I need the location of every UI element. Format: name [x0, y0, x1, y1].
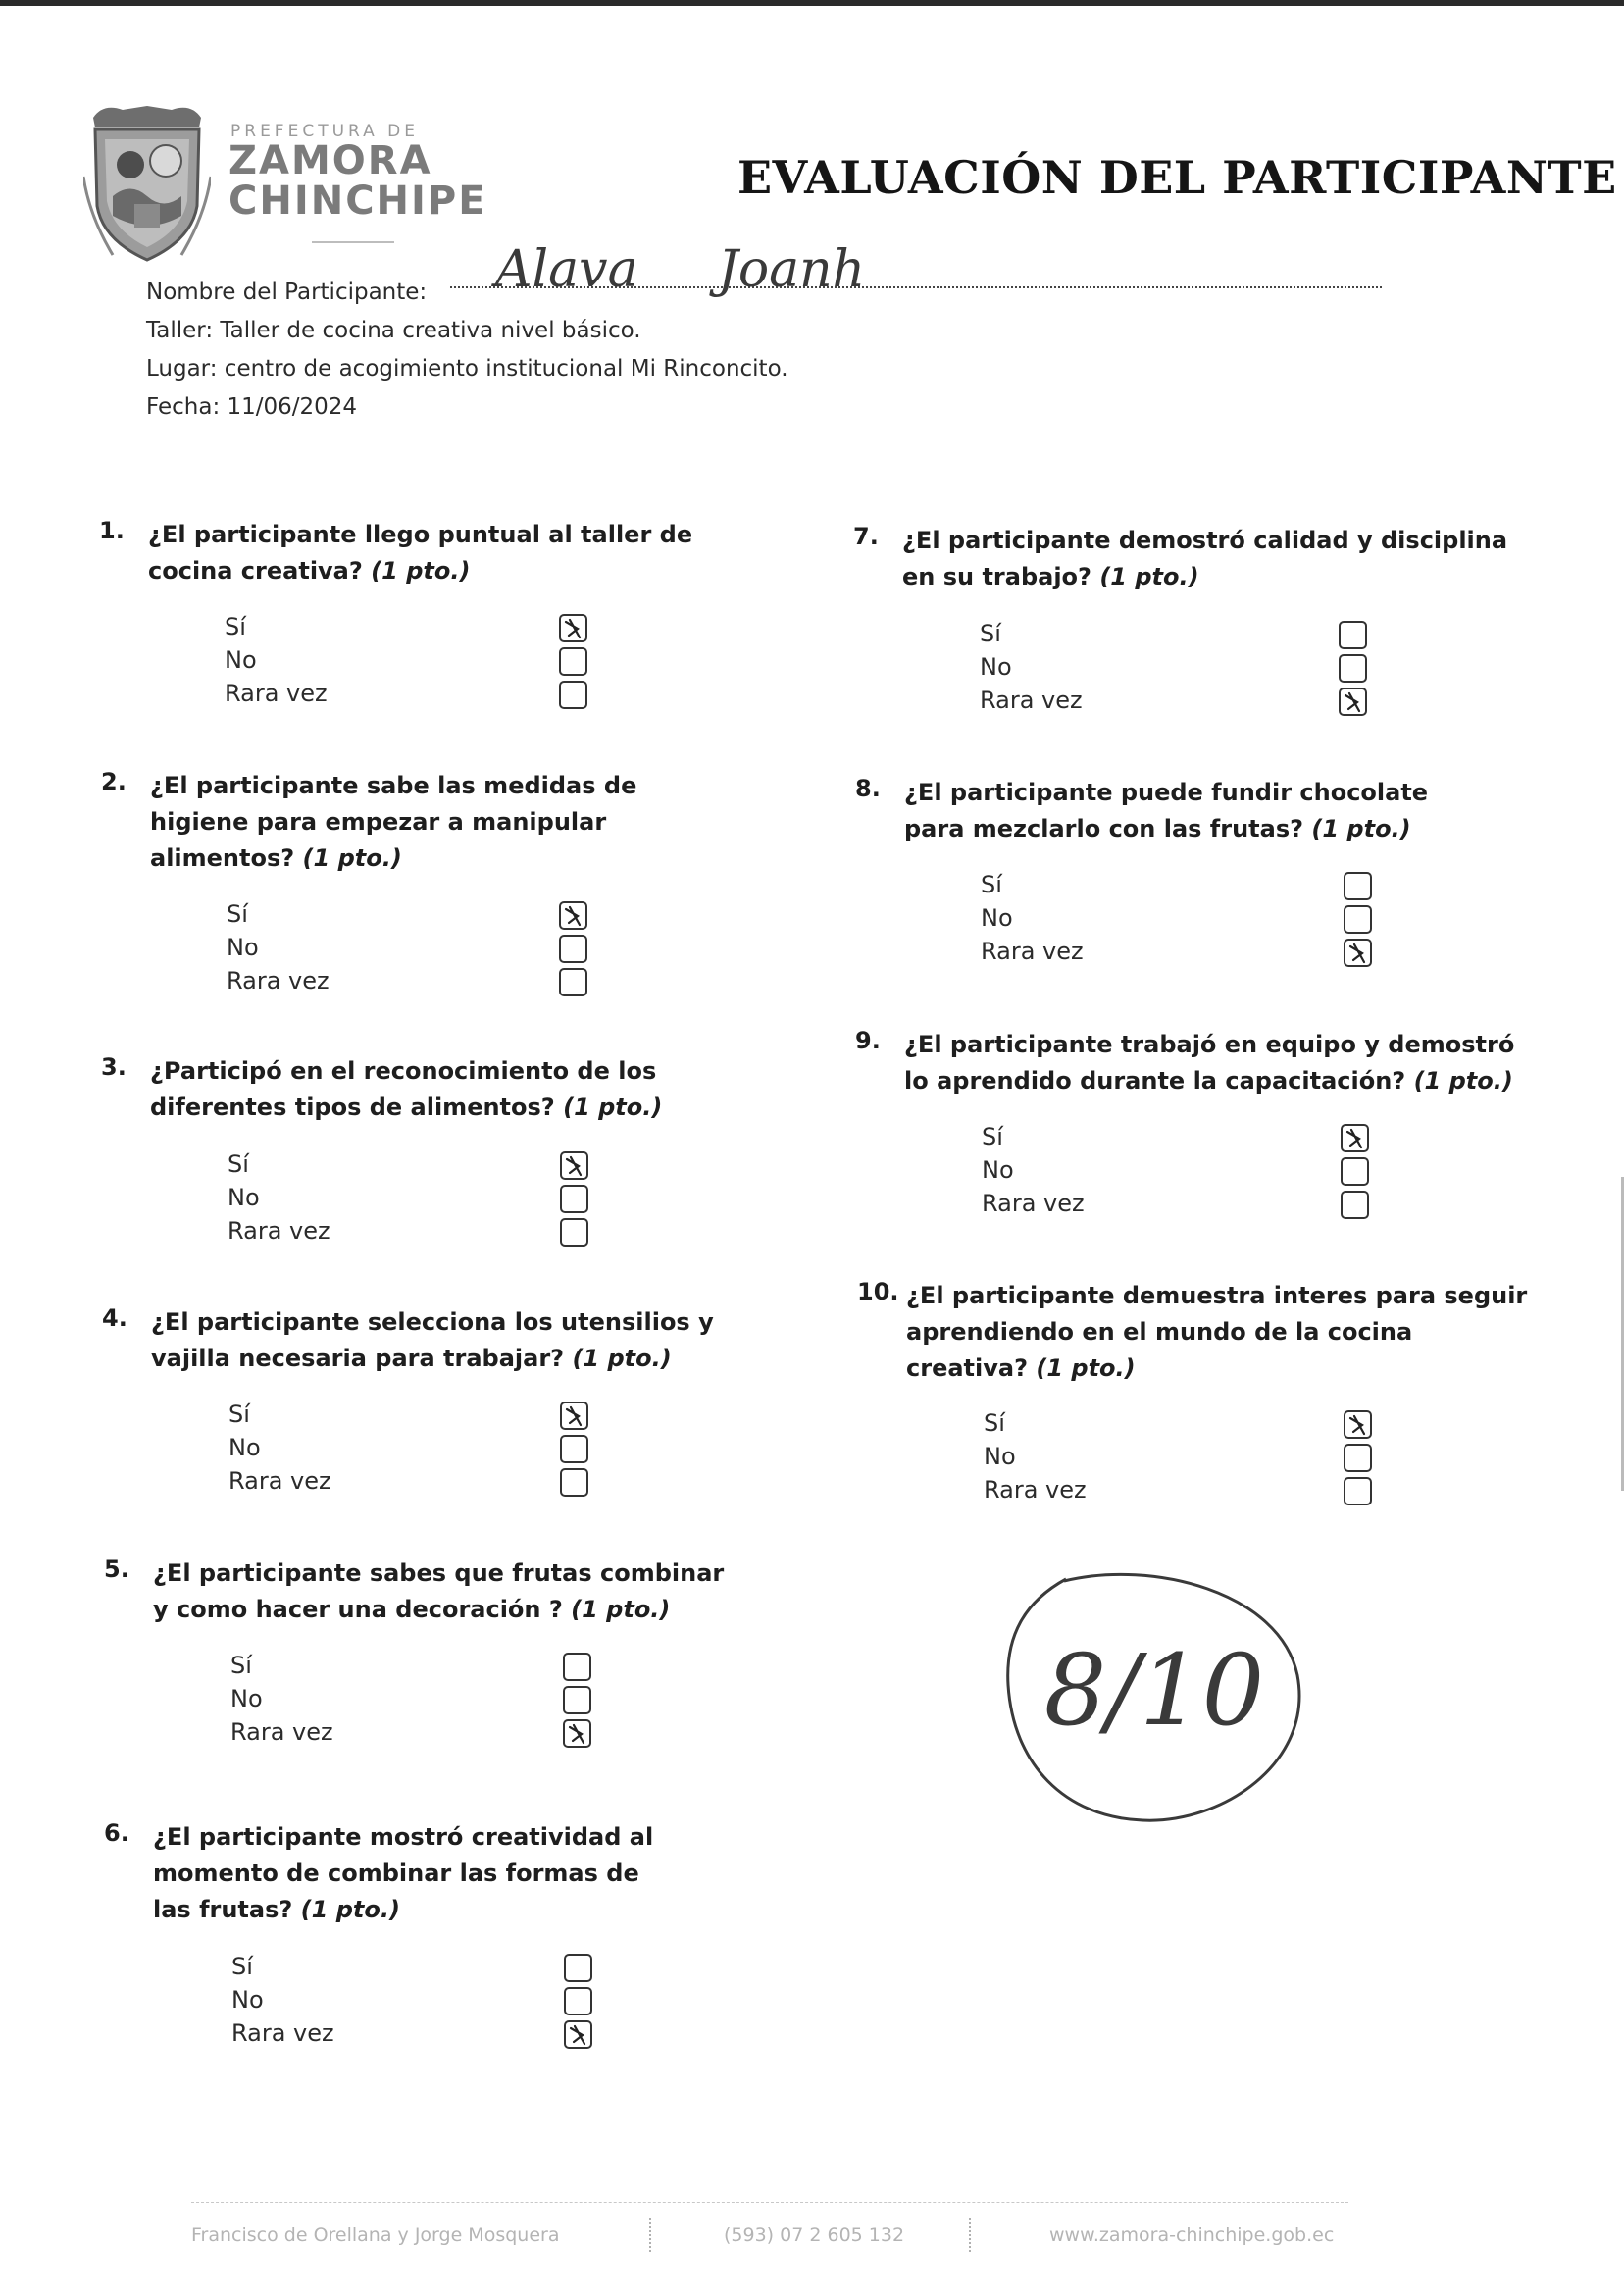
question-number: 5. [104, 1555, 129, 1583]
q8-option-si[interactable]: Sí [981, 871, 1530, 900]
check-mark-icon [562, 1153, 586, 1178]
question-text: ¿El participante mostró creatividad al momento de combinar las formas de las frutas? (1 pto.) [153, 1823, 654, 1923]
check-mark-icon [1345, 941, 1370, 965]
question-number: 8. [855, 775, 881, 802]
q9-option-si[interactable]: Sí [982, 1123, 1531, 1152]
q2-option-no[interactable]: No [227, 934, 776, 963]
participant-name-label: Nombre del Participante: [146, 280, 428, 305]
svg-text:8/10: 8/10 [1043, 1633, 1265, 1748]
check-mark-icon [561, 903, 585, 928]
workshop-line: Taller: Taller de cocina creativa nivel básico. [146, 318, 641, 343]
question-text: ¿El participante sabe las medidas de higiene para empezar a manipular alimentos? (1 pto.) [150, 772, 637, 872]
question-number: 9. [855, 1027, 881, 1054]
q4-option-rara-vez[interactable]: Rara vez [228, 1467, 778, 1497]
q6-option-si[interactable]: Sí [231, 1953, 781, 1982]
q8-option-rara-vez[interactable]: Rara vez [981, 938, 1530, 967]
footer-phone: (593) 07 2 605 132 [724, 2224, 905, 2246]
checkbox[interactable] [564, 1987, 592, 2015]
q2-option-si[interactable]: Sí [227, 900, 776, 930]
checkbox[interactable] [559, 901, 587, 930]
checkbox[interactable] [559, 935, 587, 963]
footer-address: Francisco de Orellana y Jorge Mosquera [191, 2224, 560, 2246]
q7-option-rara-vez[interactable]: Rara vez [980, 687, 1529, 716]
q1-option-si[interactable]: Sí [225, 613, 774, 642]
q10-option-no[interactable]: No [984, 1443, 1533, 1472]
checkbox[interactable] [564, 2020, 592, 2049]
question-text: ¿El participante trabajó en equipo y demostró lo aprendido durante la capacitación? (1 pto.) [904, 1031, 1515, 1095]
checkbox[interactable] [559, 614, 587, 642]
q10-option-si[interactable]: Sí [984, 1409, 1533, 1439]
check-mark-icon [562, 1403, 586, 1428]
question-number: 7. [853, 523, 879, 550]
question-number: 1. [99, 517, 125, 544]
q5-option-rara-vez[interactable]: Rara vez [230, 1718, 780, 1748]
brand-divider [312, 241, 394, 243]
q2-option-rara-vez[interactable]: Rara vez [227, 967, 776, 996]
q1-option-rara-vez[interactable]: Rara vez [225, 680, 774, 709]
question-text: ¿El participante sabes que frutas combinar y como hacer una decoración ? (1 pto.) [153, 1559, 725, 1623]
q3-option-no[interactable]: No [228, 1184, 777, 1213]
checkbox[interactable] [560, 1402, 588, 1430]
question-text: ¿El participante selecciona los utensilios y vajilla necesaria para trabajar? (1 pto.) [151, 1308, 714, 1372]
checkbox[interactable] [1344, 872, 1372, 900]
checkbox[interactable] [1339, 654, 1367, 683]
footer-separator [649, 2218, 654, 2252]
checkbox[interactable] [563, 1686, 591, 1714]
checkbox[interactable] [560, 1468, 588, 1497]
check-mark-icon [1343, 1126, 1367, 1150]
q5-option-no[interactable]: No [230, 1685, 780, 1714]
coat-of-arms-logo [83, 98, 211, 265]
checkbox[interactable] [559, 647, 587, 676]
q7-option-no[interactable]: No [980, 653, 1529, 683]
question-number: 4. [102, 1304, 127, 1332]
brand-chinchipe: CHINCHIPE [228, 178, 487, 224]
q7-option-si[interactable]: Sí [980, 620, 1529, 649]
checkbox[interactable] [560, 1185, 588, 1213]
q10-option-rara-vez[interactable]: Rara vez [984, 1476, 1533, 1505]
brand-zamora: ZAMORA [228, 138, 432, 183]
checkbox[interactable] [560, 1151, 588, 1180]
date-line: Fecha: 11/06/2024 [146, 394, 358, 420]
q1-option-no[interactable]: No [225, 646, 774, 676]
checkbox[interactable] [564, 1954, 592, 1982]
question-text: ¿El participante llego puntual al taller de cocina creativa? (1 pto.) [148, 521, 693, 585]
checkbox[interactable] [1341, 1157, 1369, 1186]
brand-prefectura: PREFECTURA DE [230, 122, 420, 141]
q3-option-si[interactable]: Sí [228, 1150, 777, 1180]
checkbox[interactable] [1339, 688, 1367, 716]
q8-option-no[interactable]: No [981, 904, 1530, 934]
footer-separator [969, 2218, 974, 2252]
checkbox[interactable] [1344, 939, 1372, 967]
checkbox[interactable] [1341, 1124, 1369, 1152]
checkbox[interactable] [563, 1719, 591, 1748]
checkbox[interactable] [559, 968, 587, 996]
scan-top-edge [0, 0, 1624, 6]
footer-website: www.zamora-chinchipe.gob.ec [1049, 2224, 1335, 2246]
check-mark-icon [561, 616, 585, 640]
checkbox[interactable] [563, 1653, 591, 1681]
question-number: 2. [101, 768, 127, 795]
q4-option-si[interactable]: Sí [228, 1401, 778, 1430]
q4-option-no[interactable]: No [228, 1434, 778, 1463]
checkbox[interactable] [1344, 1444, 1372, 1472]
q9-option-no[interactable]: No [982, 1156, 1531, 1186]
q6-option-no[interactable]: No [231, 1986, 781, 2015]
checkbox[interactable] [559, 681, 587, 709]
q5-option-si[interactable]: Sí [230, 1652, 780, 1681]
checkbox[interactable] [1341, 1191, 1369, 1219]
question-number: 3. [101, 1053, 127, 1081]
question-number: 6. [104, 1819, 129, 1847]
checkbox[interactable] [560, 1435, 588, 1463]
question-text: ¿El participante puede fundir chocolate para mezclarlo con las frutas? (1 pto.) [904, 779, 1429, 842]
participant-name-handwritten-second: Joanh [718, 240, 866, 299]
question-text: ¿El participante demostró calidad y disciplina en su trabajo? (1 pto.) [902, 527, 1508, 590]
checkbox[interactable] [560, 1218, 588, 1247]
location-line: Lugar: centro de acogimiento institucional Mi Rinconcito. [146, 356, 788, 382]
check-mark-icon [1341, 689, 1365, 714]
page-title: EVALUACIÓN DEL PARTICIPANTE [737, 151, 1617, 204]
check-mark-icon [1345, 1412, 1370, 1437]
checkbox[interactable] [1339, 621, 1367, 649]
checkbox[interactable] [1344, 1410, 1372, 1439]
handwritten-score [1005, 1567, 1304, 1824]
checkbox[interactable] [1344, 905, 1372, 934]
question-text: ¿Participó en el reconocimiento de los diferentes tipos de alimentos? (1 pto.) [150, 1057, 663, 1121]
question-number: 10. [857, 1278, 899, 1305]
check-mark-icon [565, 1721, 589, 1746]
check-mark-icon [566, 2022, 590, 2047]
q9-option-rara-vez[interactable]: Rara vez [982, 1190, 1531, 1219]
question-text: ¿El participante demuestra interes para seguir aprendiendo en el mundo de la cocina creativa? (1 pto.) [906, 1282, 1528, 1382]
checkbox[interactable] [1344, 1477, 1372, 1505]
participant-name-handwritten-first: Alava [495, 240, 638, 299]
q3-option-rara-vez[interactable]: Rara vez [228, 1217, 777, 1247]
q6-option-rara-vez[interactable]: Rara vez [231, 2019, 781, 2049]
footer-divider [191, 2202, 1348, 2203]
